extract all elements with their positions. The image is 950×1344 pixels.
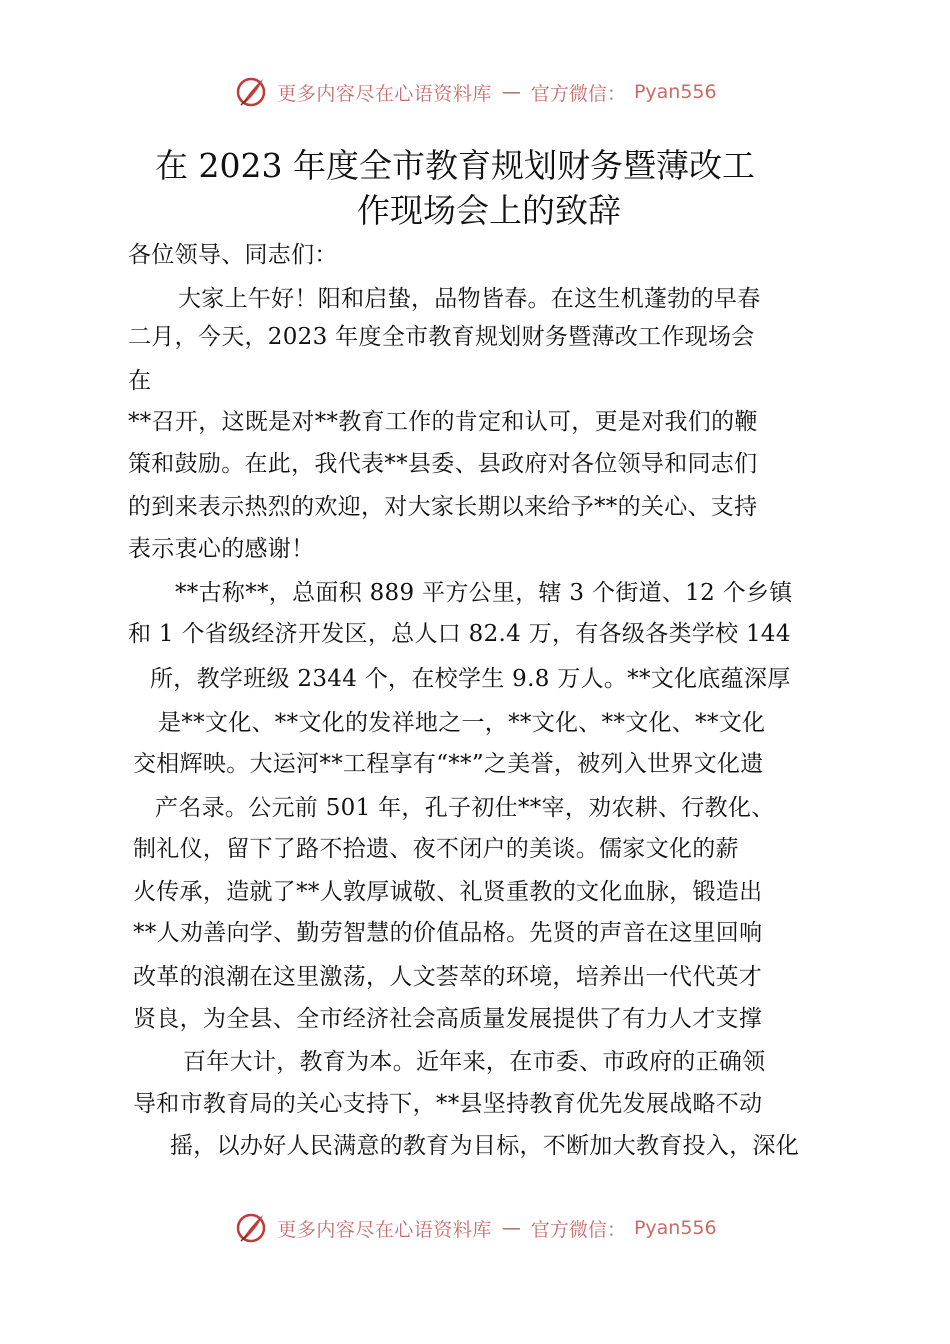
watermark-wechat-label: 官方微信： (530, 1218, 626, 1241)
paragraph-line: 大家上午好！阳和启蛰，品物皆春。在这生机蓬勃的早春 (178, 286, 761, 312)
paragraph-line: 是**文化、**文化的发祥地之一，**文化、**文化、**文化 (158, 710, 766, 736)
watermark-dash: — (501, 1217, 521, 1239)
paragraph-line: 表示衷心的感谢！ (128, 536, 315, 562)
paragraph-line: 制礼仪，留下了路不拾遗、夜不闭户的美谈。儒家文化的薪 (133, 836, 739, 862)
paragraph-line: 所，教学班级 2344 个，在校学生 9.8 万人。**文化底蕴深厚 (150, 666, 791, 692)
paragraph-line: 产名录。公元前 501 年，孔子初仕**宰，劝农耕、行教化、 (155, 795, 775, 821)
watermark-wechat-id: Pyan556 (633, 1217, 717, 1239)
paragraph-line: 二月，今天，2023 年度全市教育规划财务暨薄改工作现场会 (128, 324, 755, 350)
footer-watermark (0, 1210, 950, 1246)
paragraph-line: **人劝善向学、勤劳智慧的价值品格。先贤的声音在这里回响 (133, 920, 763, 946)
document-title-line-2: 作现场会上的致辞 (357, 191, 621, 230)
quill-pen-logo-icon (233, 1210, 269, 1246)
paragraph-line: 百年大计，教育为本。近年来，在市委、市政府的正确领 (183, 1049, 766, 1075)
paragraph-line: 在 (128, 368, 152, 394)
quill-pen-logo-icon (233, 74, 269, 110)
watermark-dash: — (501, 81, 521, 103)
paragraph-line: 火传承，造就了**人敦厚诚敬、礼贤重教的文化血脉，锻造出 (133, 879, 763, 905)
watermark-wechat-id: Pyan556 (633, 81, 717, 103)
document-title-line-1: 在 2023 年度全市教育规划财务暨薄改工 (155, 146, 755, 185)
paragraph-line: 交相辉映。大运河**工程享有“**”之美誉，被列入世界文化遗 (133, 751, 764, 777)
paragraph-line: 的到来表示热烈的欢迎，对大家长期以来给予**的关心、支持 (128, 494, 758, 520)
paragraph-line: 策和鼓励。在此，我代表**县委、县政府对各位领导和同志们 (128, 451, 758, 477)
paragraph-line: 和 1 个省级经济开发区，总人口 82.4 万，有各级各类学校 144 (128, 621, 791, 647)
watermark-wechat-label: 官方微信： (530, 82, 626, 105)
salutation: 各位领导、同志们： (128, 242, 338, 268)
paragraph-line: 导和市教育局的关心支持下，**县坚持教育优先发展战略不动 (133, 1091, 763, 1117)
paragraph-line: 摇，以办好人民满意的教育为目标，不断加大教育投入，深化 (170, 1133, 800, 1159)
paragraph-line: 改革的浪潮在这里激荡，人文荟萃的环境，培养出一代代英才 (133, 964, 763, 990)
paragraph-line: 贤良，为全县、全市经济社会高质量发展提供了有力人才支撑 (133, 1006, 763, 1032)
watermark-text: 更多内容尽在心语资料库 (277, 1218, 492, 1241)
header-watermark (0, 74, 950, 110)
paragraph-line: **古称**，总面积 889 平方公里，辖 3 个街道、12 个乡镇 (175, 580, 793, 606)
paragraph-line: **召开，这既是对**教育工作的肯定和认可，更是对我们的鞭 (128, 409, 758, 435)
watermark-text: 更多内容尽在心语资料库 (277, 82, 492, 105)
